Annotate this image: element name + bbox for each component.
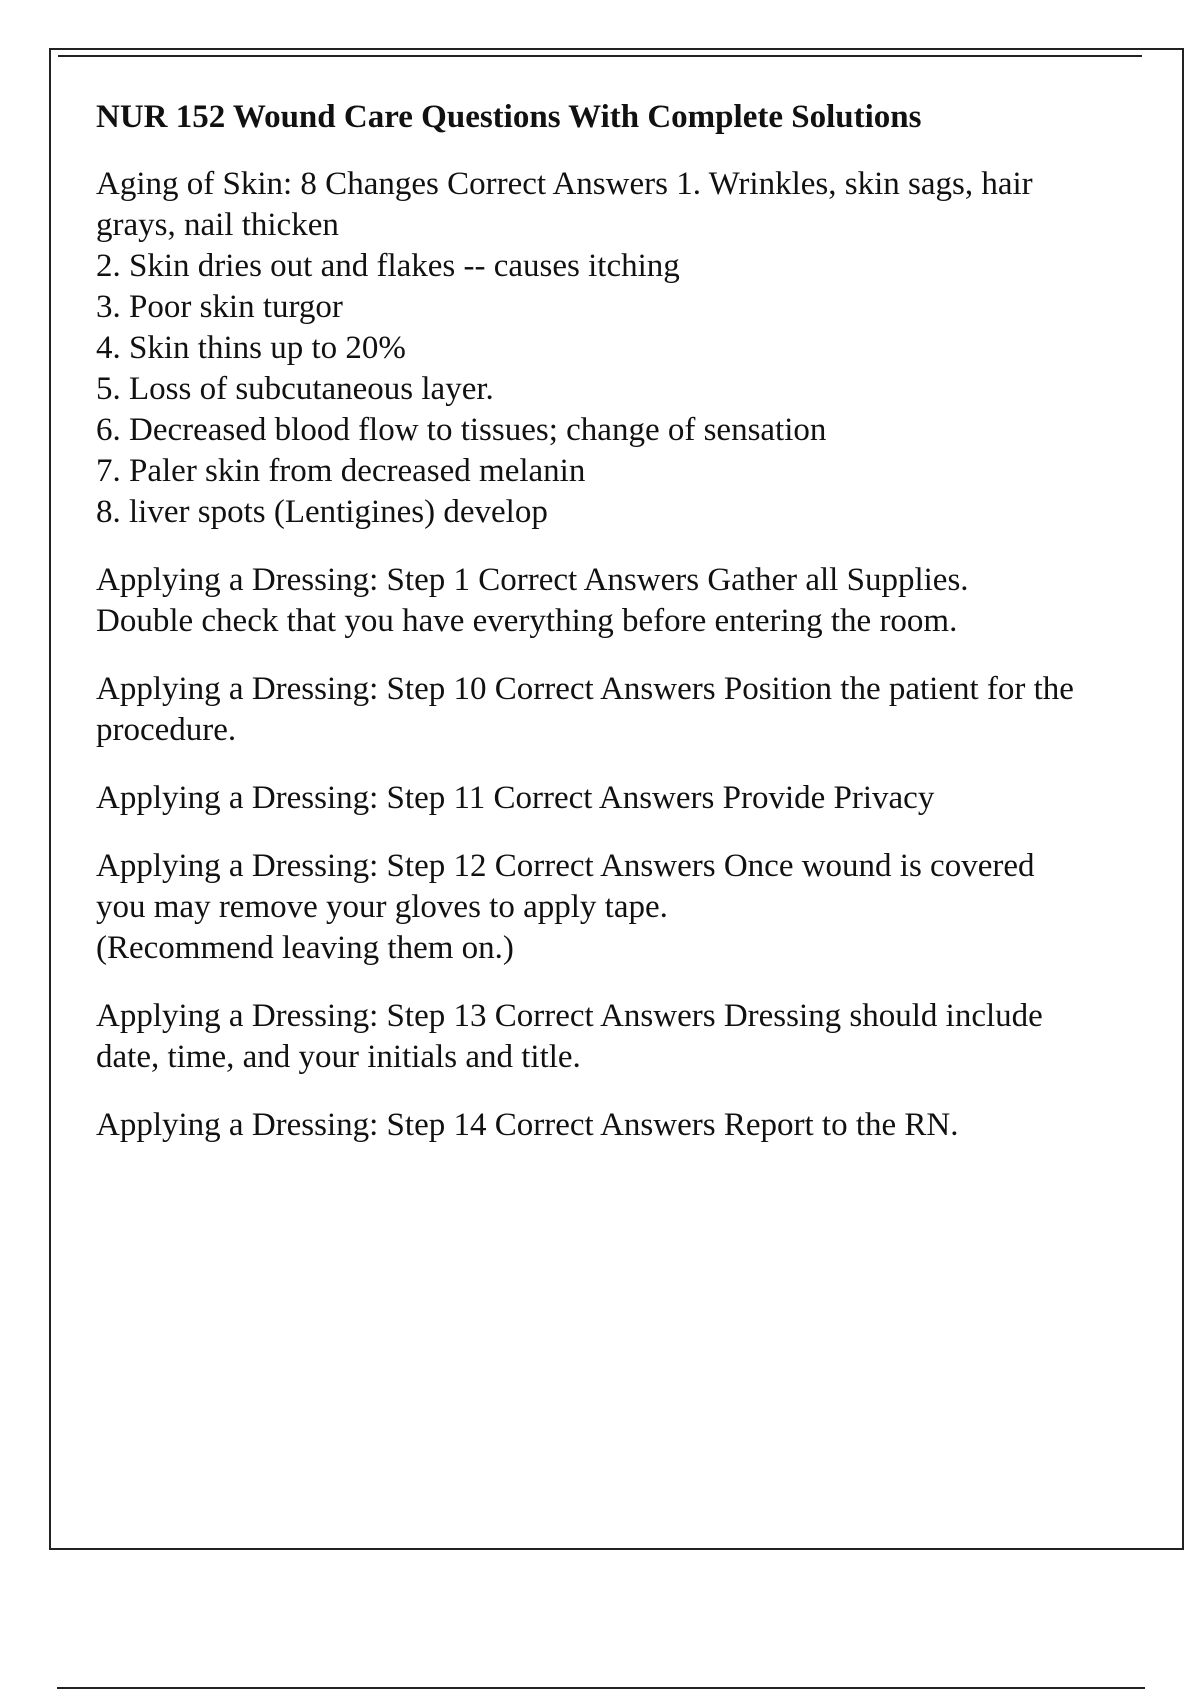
entry-line: 3. Poor skin turgor: [96, 289, 343, 325]
entry-line: 6. Decreased blood flow to tissues; change of sensation: [96, 412, 827, 448]
entry-line: Applying a Dressing: Step 11 Correct Answers Provide Privacy: [96, 780, 935, 816]
document-title: NUR 152 Wound Care Questions With Complete Solutions: [96, 99, 922, 135]
entry-line: Applying a Dressing: Step 13 Correct Answers Dressing should include date, time, and your initials and title.: [96, 998, 1043, 1075]
qa-entry-dressing-step-1: [96, 560, 1086, 642]
entry-line: 7. Paler skin from decreased melanin: [96, 453, 586, 489]
entry-line: 4. Skin thins up to 20%: [96, 330, 406, 366]
qa-entry-dressing-step-11: [96, 778, 1086, 819]
bottom-rule: [57, 1687, 1145, 1689]
document-body: [96, 97, 1086, 1173]
entry-line: Applying a Dressing: Step 10 Correct Answers Position the patient for the procedure.: [96, 671, 1074, 748]
qa-entry-dressing-step-14: [96, 1105, 1086, 1146]
top-rule: [58, 55, 1142, 57]
entry-line: (Recommend leaving them on.): [96, 930, 514, 966]
qa-entry-dressing-step-12: [96, 846, 1086, 969]
qa-entry-aging-of-skin: [96, 164, 1086, 533]
entry-line: Aging of Skin: 8 Changes Correct Answers 1. Wrinkles, skin sags, hair grays, nail thicken: [96, 166, 1033, 243]
entry-line: 8. liver spots (Lentigines) develop: [96, 494, 548, 530]
entry-line: Applying a Dressing: Step 1 Correct Answers Gather all Supplies.: [96, 562, 969, 598]
entry-line: Double check that you have everything before entering the room.: [96, 603, 958, 639]
entry-line: 2. Skin dries out and flakes -- causes itching: [96, 248, 680, 284]
qa-entry-dressing-step-13: [96, 996, 1086, 1078]
entry-line: 5. Loss of subcutaneous layer.: [96, 371, 494, 407]
entry-line: Applying a Dressing: Step 12 Correct Answers Once wound is covered you may remove your gloves to apply tape.: [96, 848, 1035, 925]
qa-entry-dressing-step-10: [96, 669, 1086, 751]
entry-line: Applying a Dressing: Step 14 Correct Answers Report to the RN.: [96, 1107, 959, 1143]
